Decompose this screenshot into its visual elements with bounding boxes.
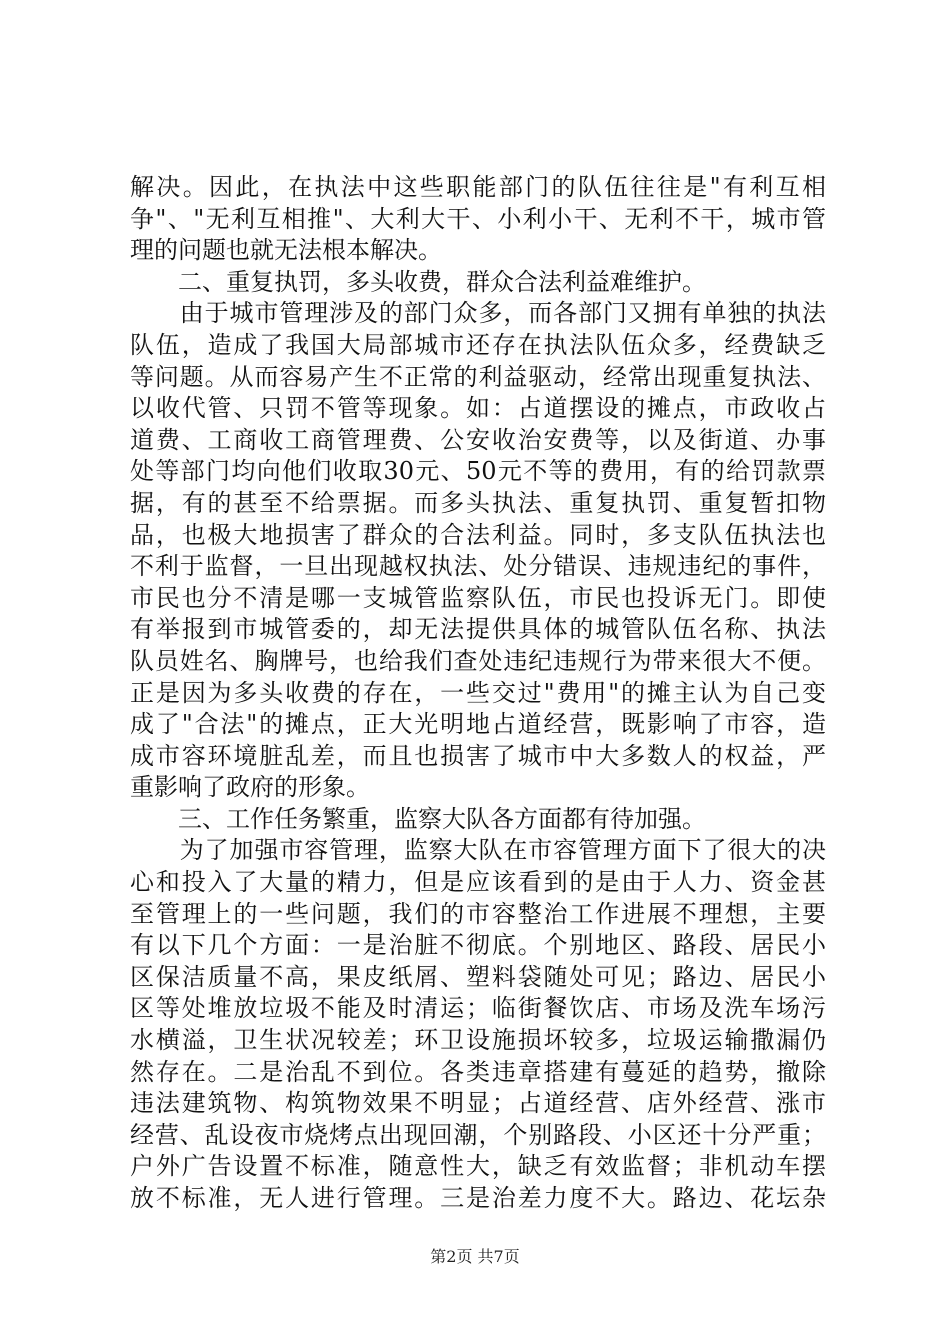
text-line: 重影响了政府的形象。 <box>130 773 370 802</box>
text-line: 经营、乱设夜市烧烤点出现回潮，个别路段、小区还十分严重； <box>130 1120 826 1149</box>
text-line: 二、重复执罚，多头收费，群众合法利益难维护。 <box>130 267 706 296</box>
text-line: 市民也分不清是哪一支城管监察队伍，市民也投诉无门。即使 <box>130 583 826 612</box>
text-line: 不利于监督，一旦出现越权执法、处分错误、违规违纪的事件， <box>130 552 826 581</box>
text-line: 户外广告设置不标准，随意性大，缺乏有效监督；非机动车摆 <box>130 1152 826 1181</box>
text-line: 有以下几个方面：一是治脏不彻底。个别地区、路段、居民小 <box>130 931 826 960</box>
text-line: 由于城市管理涉及的部门众多，而各部门又拥有单独的执法 <box>130 299 826 328</box>
text-line: 至管理上的一些问题，我们的市容整治工作进展不理想，主要 <box>130 899 826 928</box>
text-line: 心和投入了大量的精力，但是应该看到的是由于人力、资金甚 <box>130 868 826 897</box>
text-line: 成市容环境脏乱差，而且也损害了城市中大多数人的权益，严 <box>130 741 826 770</box>
text-line: 品，也极大地损害了群众的合法利益。同时，多支队伍执法也 <box>130 520 826 549</box>
text-line: 违法建筑物、构筑物效果不明显；占道经营、店外经营、涨市 <box>130 1089 826 1118</box>
text-line: 理的问题也就无法根本解决。 <box>130 236 442 265</box>
text-line: 然存在。二是治乱不到位。各类违章搭建有蔓延的趋势，撤除 <box>130 1057 826 1086</box>
document-body <box>130 172 826 1215</box>
text-line: 处等部门均向他们收取30元、50元不等的费用，有的给罚款票 <box>130 457 826 486</box>
text-line: 等问题。从而容易产生不正常的利益驱动，经常出现重复执法、 <box>130 362 826 391</box>
text-line: 区保洁质量不高，果皮纸屑、塑料袋随处可见；路边、居民小 <box>130 962 826 991</box>
text-line: 据，有的甚至不给票据。而多头执法、重复执罚、重复暂扣物 <box>130 488 826 517</box>
text-line: 成了"合法"的摊点，正大光明地占道经营，既影响了市容，造 <box>130 710 826 739</box>
text-line: 有举报到市城管委的，却无法提供具体的城管队伍名称、执法 <box>130 615 826 644</box>
page-footer: 第2页 共7页 <box>430 1247 520 1266</box>
text-line: 正是因为多头收费的存在，一些交过"费用"的摊主认为自己变 <box>130 678 826 707</box>
text-line: 水横溢，卫生状况较差；环卫设施损坏较多，垃圾运输撒漏仍 <box>130 1026 826 1055</box>
text-line: 为了加强市容管理，监察大队在市容管理方面下了很大的决 <box>130 836 826 865</box>
text-line: 放不标准，无人进行管理。三是治差力度不大。路边、花坛杂 <box>130 1184 826 1212</box>
text-line: 解决。因此，在执法中这些职能部门的队伍往往是"有利互相 <box>130 173 826 201</box>
text-line: 队伍，造成了我国大局部城市还存在执法队伍众多，经费缺乏 <box>130 330 826 359</box>
text-line: 以收代管、只罚不管等现象。如：占道摆设的摊点，市政收占 <box>130 394 826 423</box>
text-line: 三、工作任务繁重，监察大队各方面都有待加强。 <box>130 804 706 833</box>
text-line: 区等处堆放垃圾不能及时清运；临街餐饮店、市场及洗车场污 <box>130 994 826 1023</box>
text-line: 队员姓名、胸牌号，也给我们查处违纪违规行为带来很大不便。 <box>130 646 826 675</box>
text-line: 道费、工商收工商管理费、公安收治安费等，以及街道、办事 <box>130 425 826 454</box>
text-line: 争"、"无利互相推"、大利大干、小利小干、无利不干，城市管 <box>130 204 826 233</box>
